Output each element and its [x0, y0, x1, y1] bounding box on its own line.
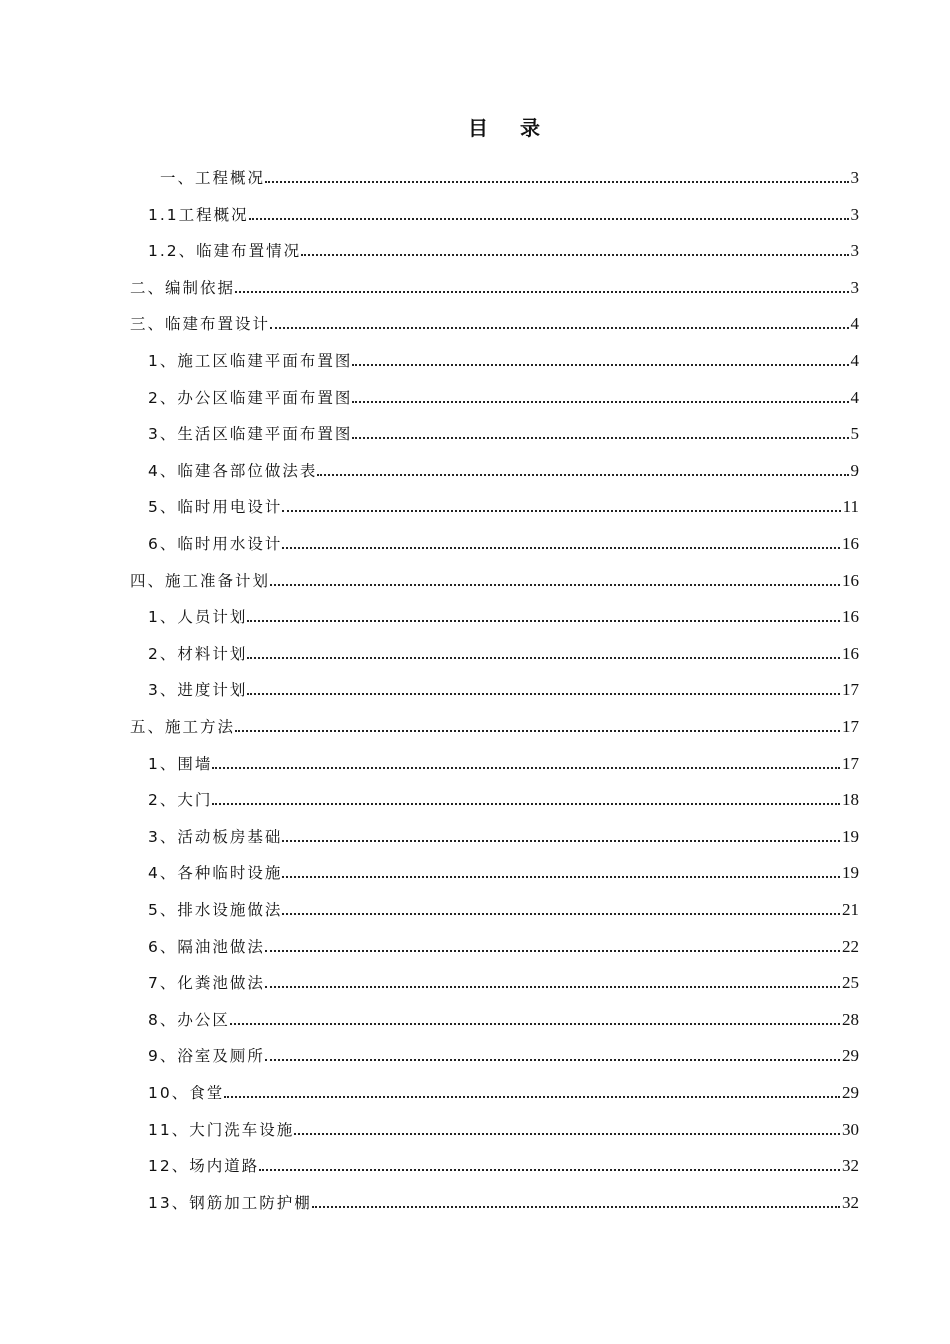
toc-entry-page: 22 — [842, 936, 859, 956]
toc-entry-label: 1.1工程概况 — [148, 205, 249, 224]
toc-entry-page: 19 — [842, 863, 859, 883]
toc-entry-page: 16 — [842, 570, 859, 590]
toc-leader-dots — [247, 620, 840, 622]
toc-leader-dots — [265, 181, 848, 183]
toc-leader-dots — [224, 1096, 840, 1098]
toc-leader-dots — [212, 767, 840, 769]
toc-entry-page: 17 — [842, 753, 859, 773]
toc-entry[interactable] — [130, 310, 859, 334]
toc-entry-page: 3 — [850, 277, 859, 297]
toc-leader-dots — [230, 1023, 840, 1025]
toc-entry-page: 3 — [850, 204, 859, 224]
toc-entry[interactable] — [148, 676, 859, 700]
toc-title — [0, 112, 950, 141]
toc-entry-page: 16 — [842, 607, 859, 627]
toc-entry[interactable] — [148, 1079, 859, 1103]
toc-entry-label: 2、办公区临建平面布置图 — [148, 388, 353, 407]
toc-entry[interactable] — [148, 530, 859, 554]
toc-leader-dots — [265, 1059, 840, 1061]
toc-entry-label: 13、钢筋加工防护棚 — [148, 1193, 312, 1212]
toc-entry[interactable] — [148, 1152, 859, 1176]
toc-entry-label: 6、隔油池做法 — [148, 937, 265, 956]
toc-entry-label: 9、浴室及厕所 — [148, 1047, 265, 1066]
toc-entry-page: 29 — [842, 1046, 859, 1066]
toc-entry[interactable] — [148, 933, 859, 957]
toc-entry[interactable] — [160, 164, 859, 188]
toc-entry-label: 5、排水设施做法 — [148, 901, 283, 919]
toc-leader-dots — [294, 1133, 840, 1135]
toc-entry-page: 11 — [842, 497, 859, 517]
toc-entry-label: 3、进度计划 — [148, 681, 248, 700]
toc-entry-label: 5、临时用电设计 — [148, 498, 283, 517]
toc-entry-label: 3、生活区临建平面布置图 — [148, 425, 353, 444]
toc-entry[interactable] — [148, 603, 859, 627]
toc-entry[interactable] — [148, 201, 859, 225]
toc-entry[interactable] — [148, 640, 859, 664]
toc-entry-label: 1、人员计划 — [148, 608, 248, 627]
toc-entry[interactable] — [148, 420, 859, 444]
toc-entry-label: 11、大门洗车设施 — [148, 1120, 295, 1139]
toc-entry[interactable] — [148, 969, 859, 993]
toc-entry[interactable] — [130, 274, 859, 298]
toc-entry[interactable] — [148, 750, 859, 774]
toc-leader-dots — [247, 693, 840, 695]
toc-entry-page: 17 — [842, 717, 859, 736]
toc-leader-dots — [282, 913, 840, 915]
toc-leader-dots — [249, 218, 849, 220]
toc-entry-page: 3 — [850, 241, 859, 261]
toc-entry[interactable] — [148, 1042, 859, 1066]
toc-title-right: 录 — [520, 116, 542, 140]
toc-entry[interactable] — [148, 384, 859, 408]
toc-leader-dots — [312, 1206, 840, 1208]
toc-entry[interactable] — [130, 713, 859, 737]
toc-entry[interactable] — [130, 567, 859, 591]
toc-leader-dots — [270, 584, 840, 586]
toc-entry-label: 1.2、临建布置情况 — [148, 242, 302, 261]
toc-entry[interactable] — [148, 1006, 859, 1030]
toc-entry-page: 18 — [842, 790, 859, 810]
toc-entry-page: 32 — [842, 1156, 859, 1176]
toc-entry[interactable] — [148, 786, 859, 810]
toc-entry-label: 1、施工区临建平面布置图 — [148, 352, 353, 370]
toc-leader-dots — [282, 840, 840, 842]
toc-entry[interactable] — [148, 457, 859, 481]
toc-entry-label: 8、办公区 — [148, 1010, 230, 1029]
toc-leader-dots — [301, 254, 848, 256]
toc-entry-page: 9 — [850, 460, 859, 480]
toc-entry-page: 29 — [842, 1083, 859, 1102]
toc-leader-dots — [265, 950, 840, 952]
toc-entry-page: 5 — [850, 424, 859, 444]
toc-entry[interactable] — [148, 237, 859, 261]
toc-entry-page: 21 — [842, 900, 859, 919]
toc-entry-label: 3、活动板房基础 — [148, 827, 283, 846]
toc-entry-label: 三、临建布置设计 — [130, 315, 271, 334]
toc-entry-label: 二、编制依据 — [130, 278, 236, 297]
toc-leader-dots — [282, 510, 840, 512]
toc-entry-page: 25 — [842, 973, 859, 993]
toc-entry-label: 10、食堂 — [148, 1084, 225, 1102]
toc-leader-dots — [352, 401, 848, 403]
toc-entry-label: 1、围墙 — [148, 754, 213, 773]
toc-entry[interactable] — [148, 1189, 859, 1213]
toc-entry-label: 一、工程概况 — [160, 169, 266, 187]
toc-leader-dots — [282, 547, 840, 549]
toc-entry-label: 2、材料计划 — [148, 644, 248, 663]
toc-entry-page: 19 — [842, 826, 859, 846]
toc-entry-page: 3 — [850, 168, 859, 187]
toc-entry[interactable] — [148, 1116, 859, 1140]
toc-entry-page: 28 — [842, 1009, 859, 1029]
toc-leader-dots — [259, 1169, 840, 1171]
toc-entry[interactable] — [148, 859, 859, 883]
toc-entry-page: 16 — [842, 643, 859, 663]
toc-leader-dots — [352, 437, 848, 439]
toc-entry-page: 32 — [842, 1192, 859, 1212]
toc-entry-page: 16 — [842, 534, 859, 553]
toc-leader-dots — [235, 291, 848, 293]
toc-entry[interactable] — [148, 896, 859, 920]
toc-entry-label: 12、场内道路 — [148, 1157, 260, 1176]
toc-entry-label: 4、临建各部位做法表 — [148, 461, 318, 480]
toc-entry-page: 4 — [850, 314, 859, 334]
toc-entry-page: 4 — [850, 387, 859, 407]
toc-leader-dots — [317, 474, 848, 476]
toc-entry-page: 4 — [850, 351, 859, 370]
toc-title-left: 目 — [468, 116, 490, 140]
toc-entry-label: 四、施工准备计划 — [130, 571, 271, 590]
toc-entry-label: 7、化粪池做法 — [148, 974, 265, 993]
toc-leader-dots — [270, 327, 848, 329]
toc-entry-label: 6、临时用水设计 — [148, 535, 283, 553]
toc-entry[interactable] — [148, 347, 859, 371]
toc-entry-page: 17 — [842, 680, 859, 700]
toc-entry-page: 30 — [842, 1119, 859, 1139]
toc-entry-label: 2、大门 — [148, 791, 213, 810]
toc-leader-dots — [265, 986, 840, 988]
toc-leader-dots — [235, 730, 840, 732]
toc-leader-dots — [282, 876, 840, 878]
toc-entry[interactable] — [148, 823, 859, 847]
toc-entry-label: 五、施工方法 — [130, 718, 236, 736]
toc-entry-label: 4、各种临时设施 — [148, 864, 283, 883]
toc-leader-dots — [352, 364, 848, 366]
toc-leader-dots — [212, 803, 840, 805]
toc-entry[interactable] — [148, 493, 859, 517]
toc-leader-dots — [247, 657, 840, 659]
